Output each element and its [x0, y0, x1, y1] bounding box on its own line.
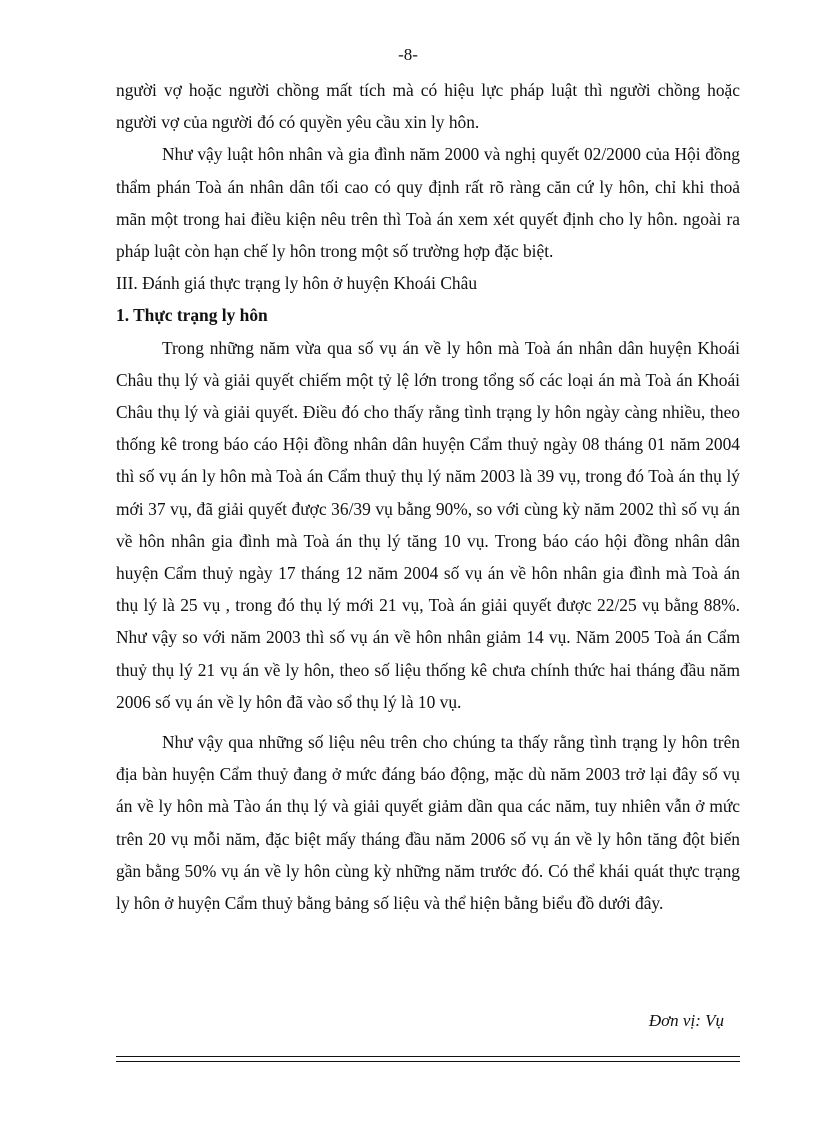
- unit-label: Đơn vị: Vụ: [648, 1011, 724, 1030]
- section-heading: III. Đánh giá thực trạng ly hôn ở huyện Khoái Châu: [116, 273, 478, 294]
- page-number: -8-: [398, 45, 418, 64]
- paragraph-continuation: người vợ hoặc người chồng mất tích mà có hiệu lực pháp luật thì người chồng hoặc người vợ của người đó có quyền yêu cầu xin ly hôn.: [116, 80, 740, 133]
- paragraph-statistics: Trong những năm vừa qua số vụ án về ly hôn mà Toà án nhân dân huyện Khoái Châu thụ lý và giải quyết chiếm một tỷ lệ lớn trong tổng số các loại án mà Toà án Khoái Châu thụ lý và giải quyết. Điều đó cho thấy rằng tình trạng ly hôn ngày càng nhiều, theo thống kê trong báo cáo Hội đồng nhân dân huyện Cẩm thuỷ ngày 08 tháng 01 năm 2004 thì số vụ án ly hôn mà Toà án Cẩm thuỷ thụ lý năm 2003 là 39 vụ, trong đó Toà án thụ lý mới 37 vụ, đã giải quyết được 36/39 vụ bằng 90%, so với cùng kỳ năm 2002 thì số vụ án về hôn nhân gia đình mà Toà án thụ lý tăng 10 vụ. Trong báo cáo hội đồng nhân dân huyện Cẩm thuỷ ngày 17 tháng 12 năm 2004 số vụ án về hôn nhân gia đình mà Toà án thụ lý là 25 vụ , trong đó thụ lý mới 21 vụ, Toà án giải quyết được 22/25 vụ bằng 88%. Như vậy so với năm 2003 thì số vụ án về hôn nhân giảm 14 vụ. Năm 2005 Toà án Cẩm thuỷ thụ lý 21 vụ án về ly hôn, theo số liệu thống kê chưa chính thức hai tháng đầu năm 2006 số vụ án về ly hôn đã vào sổ thụ lý là 10 vụ.: [116, 337, 740, 712]
- table-top-border-double: [116, 1061, 740, 1062]
- subsection-heading: 1. Thực trạng ly hôn: [116, 305, 268, 326]
- table-top-border: [116, 1056, 740, 1057]
- paragraph-assessment: Như vậy qua những số liệu nêu trên cho chúng ta thấy rằng tình trạng ly hôn trên địa bàn huyện Cẩm thuỷ đang ở mức đáng báo động, mặc dù năm 2003 trở lại đây số vụ án về ly hôn mà Tào án thụ lý và giải quyết giảm dần qua các năm, tuy nhiên vẫn ở mức trên 20 vụ mỗi năm, đặc biệt mấy tháng đầu năm 2006 số vụ án về ly hôn tăng đột biến gần bằng 50% vụ án về ly hôn cùng kỳ những năm trước đó. Có thể khái quát thực trạng ly hôn ở huyện Cẩm thuỷ bằng bảng số liệu và thể hiện bằng biểu đồ dưới đây.: [116, 732, 740, 914]
- document-body: [116, 74, 740, 919]
- paragraph-legal-basis: Như vậy luật hôn nhân và gia đình năm 2000 và nghị quyết 02/2000 của Hội đồng thẩm phán Toà án nhân dân tối cao có quy định rất rõ ràng căn cứ ly hôn, chỉ khi thoả mãn một trong hai điều kiện nêu trên thì Toà án xem xét quyết định cho ly hôn. ngoài ra pháp luật còn hạn chế ly hôn trong một số trường hợp đặc biệt.: [116, 144, 740, 262]
